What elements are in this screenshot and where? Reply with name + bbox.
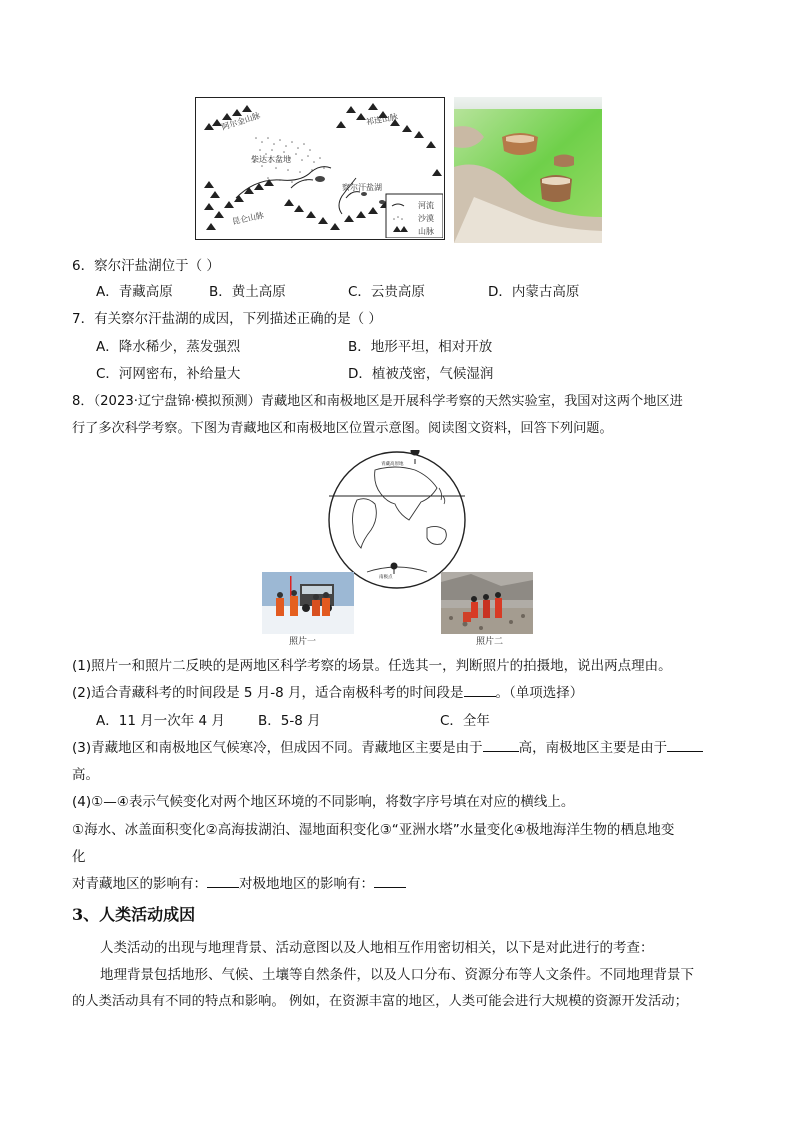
q7-option-a: A．降水稀少，蒸发强烈 bbox=[96, 339, 241, 355]
globe-south-label: 南极点 bbox=[379, 575, 393, 580]
q6-option-c: C．云贵高原 bbox=[348, 284, 425, 300]
section-paragraph-2-line1: 地理背景包括地形、气候、土壤等自然条件，以及人口分布、资源分布等人文条件。不同地理背景下 bbox=[100, 967, 694, 983]
q8-sub3-tail: 高。 bbox=[72, 767, 99, 783]
answer-blank[interactable] bbox=[207, 875, 239, 888]
q8-sub4: (4)①—④表示气候变化对两个地区环境的不同影响，将数字序号填在对应的横线上。 bbox=[72, 794, 575, 810]
photo-two-caption: 照片二 bbox=[476, 637, 504, 647]
q8-sub3 bbox=[72, 739, 703, 757]
section-paragraph-1: 人类活动的出现与地理背景、活动意图以及人地相互作用密切相关，以下是对此进行的考查： bbox=[100, 940, 654, 956]
q8-sub3-text-a: (3)青藏地区和南极地区气候寒冷，但成因不同。青藏地区主要是由于 bbox=[72, 740, 483, 756]
section-paragraph-2-line2: 的人类活动具有不同的特点和影响。 例如，在资源丰富的地区，人类可能会进行大规模的资源开发活动； bbox=[72, 994, 688, 1009]
q8-sub4-items-line1: ①海水、冰盖面积变化②高海拔湖泊、湿地面积变化③“亚洲水塔”水量变化④极地海洋生物的栖息地变 bbox=[72, 822, 675, 838]
answer-blank[interactable] bbox=[667, 739, 703, 752]
map-label-qaidam: 柴达木盆地 bbox=[251, 155, 291, 164]
answer-blank[interactable] bbox=[483, 739, 519, 752]
photo-one bbox=[262, 572, 354, 634]
photo-one-caption: 照片一 bbox=[289, 637, 317, 647]
q8-sub2-text-a: (2)适合青藏科考的时间段是 5 月-8 月，适合南极科考的时间段是 bbox=[72, 685, 464, 701]
q8-sub2 bbox=[72, 684, 583, 702]
photo-two bbox=[441, 572, 533, 634]
legend-river: 河流 bbox=[418, 201, 434, 210]
map-label-qilian: 祁连山脉 bbox=[365, 112, 399, 127]
q7-stem: 7．有关察尔汗盐湖的成因，下列描述正确的是（ ） bbox=[72, 311, 382, 327]
q8-stem-line2: 行了多次科学考察。下图为青藏地区和南极地区位置示意图。阅读图文资料，回答下列问题。 bbox=[72, 421, 613, 436]
q6-option-a: A．青藏高原 bbox=[96, 284, 173, 300]
q8-sub1: (1)照片一和照片二反映的是两地区科学考察的场景。任选其一，判断照片的拍摄地，说出两点理由。 bbox=[72, 658, 672, 674]
q8-sub4-fill bbox=[72, 875, 406, 893]
answer-blank[interactable] bbox=[464, 684, 496, 697]
q6-option-b: B．黄土高原 bbox=[209, 284, 286, 300]
map-label-altun: 阿尔金山脉 bbox=[220, 111, 262, 132]
globe-diagram bbox=[327, 450, 467, 590]
globe-north-label: 青藏高原地 bbox=[381, 462, 404, 467]
q8-sub4-fill-b: 对极地地区的影响有： bbox=[239, 876, 374, 892]
q7-option-b: B．地形平坦，相对开放 bbox=[348, 339, 493, 355]
q6-stem: 6．察尔汗盐湖位于（ ） bbox=[72, 258, 220, 274]
q8-stem-line1: 8．（2023·辽宁盘锦·模拟预测）青藏地区和南极地区是开展科学考察的天然实验室，我国对这两个地区进 bbox=[72, 394, 683, 409]
q6-option-d: D．内蒙古高原 bbox=[488, 284, 580, 300]
legend-mountain: 山脉 bbox=[418, 227, 434, 236]
map-label-qarhan: 察尔汗盐湖 bbox=[342, 183, 382, 192]
answer-blank[interactable] bbox=[374, 875, 406, 888]
q8-sub2-option-a: A．11 月一次年 4 月 bbox=[96, 713, 225, 729]
qaidam-map bbox=[195, 97, 445, 240]
legend-desert: 沙漠 bbox=[418, 214, 434, 223]
q7-option-c: C．河网密布，补给量大 bbox=[96, 366, 241, 382]
section-heading: 3、人类活动成因 bbox=[72, 905, 196, 924]
q8-sub2-text-b: 。（单项选择） bbox=[495, 685, 584, 701]
q7-option-d: D．植被茂密，气候湿润 bbox=[348, 366, 494, 382]
q8-sub2-option-b: B．5-8 月 bbox=[258, 713, 321, 729]
q8-sub2-option-c: C．全年 bbox=[440, 713, 490, 729]
map-label-kunlun: 昆仑山脉 bbox=[231, 210, 265, 227]
q8-sub4-fill-a: 对青藏地区的影响有： bbox=[72, 876, 207, 892]
q8-sub4-items-line2: 化 bbox=[72, 849, 86, 865]
q8-sub3-text-b: 高，南极地区主要是由于 bbox=[518, 740, 668, 756]
salt-lake-photo bbox=[454, 97, 602, 243]
